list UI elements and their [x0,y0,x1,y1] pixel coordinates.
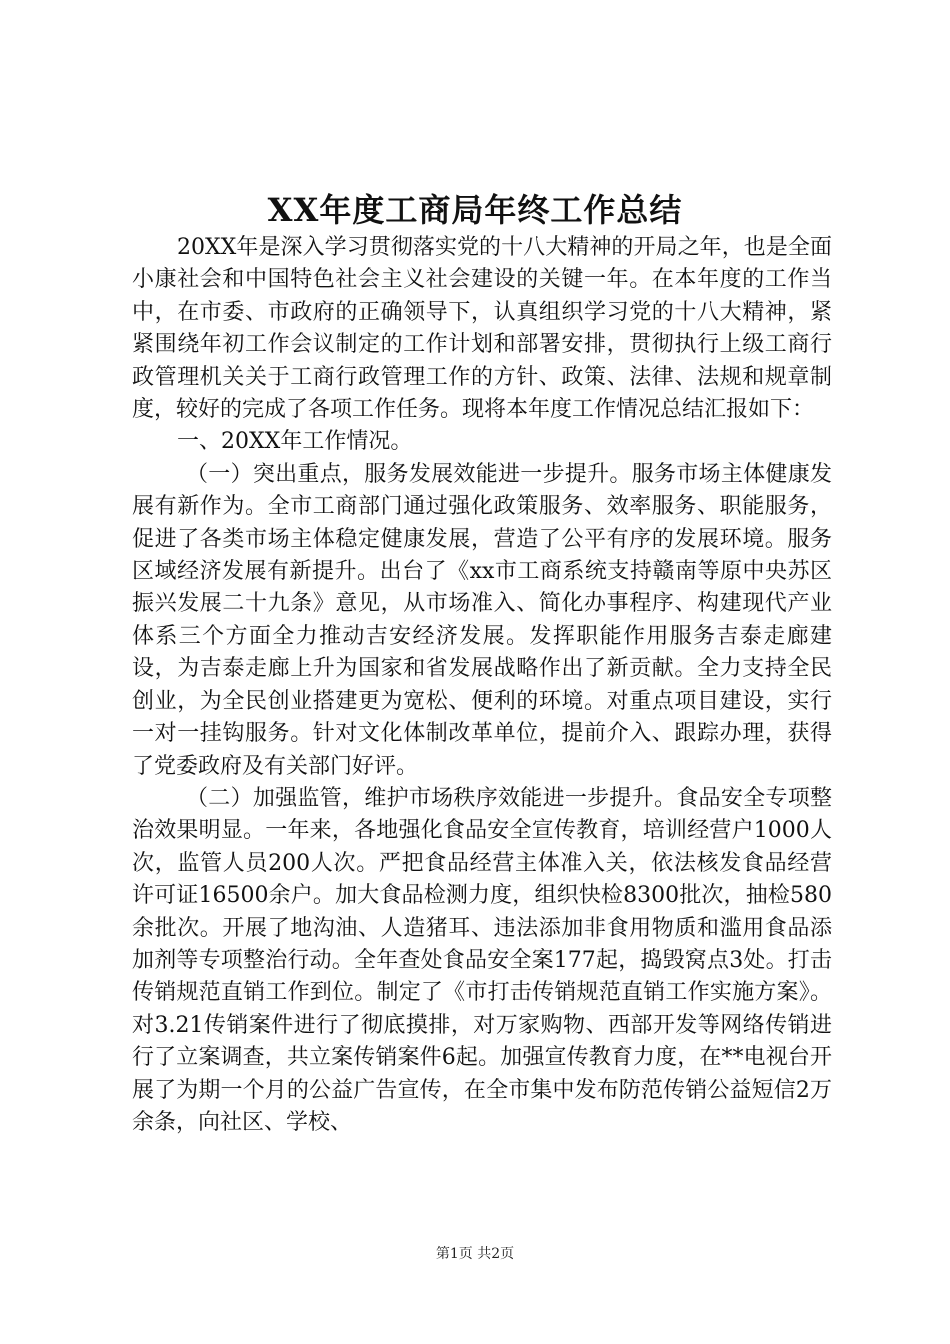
document-title: XX年度工商局年终工作总结 [267,191,683,229]
section-paragraph-1: （一）突出重点，服务发展效能进一步提升。服务市场主体健康发展有新作为。全市工商部门通过强化政策服务、效率服务、职能服务，促进了各类市场主体稳定健康发展，营造了公平有序的发展环境。服务区域经济发展有新提升。出台了《xx市工商系统支持赣南等原中央苏区振兴发展二十九条》意见，从市场准入、简化办事程序、构建现代产业体系三个方面全力推动吉安经济发展。发挥职能作用服务吉泰走廊建设，为吉泰走廊上升为国家和省发展战略作出了新贡献。全力支持全民创业，为全民创业搭建更为宽松、便利的环境。对重点项目建设，实行一对一挂钩服务。针对文化体制改革单位，提前介入、跟踪办理，获得了党委政府及有关部门好评。 [132,461,832,779]
page-footer: 第1页 共2页 [435,1246,515,1262]
section-paragraph-2: （二）加强监管，维护市场秩序效能进一步提升。食品安全专项整治效果明显。一年来，各地强化食品安全宣传教育，培训经营户1000人次，监管人员200人次。严把食品经营主体准入关，依法核发食品经营许可证16500余户。加大食品检测力度，组织快检8300批次，抽检580余批次。开展了地沟油、人造猪耳、违法添加非食用物质和滥用食品添加剂等专项整治行动。全年查处食品安全案177起，捣毁窝点3处。打击传销规范直销工作到位。制定了《市打击传销规范直销工作实施方案》。对3.21传销案件进行了彻底摸排，对万家购物、西部开发等网络传销进行了立案调查，共立案传销案件6起。加强宣传教育力度，在**电视台开展了为期一个月的公益广告宣传，在全市集中发布防范传销公益短信2万余条，向社区、学校、 [132,785,832,1135]
section-heading: 一、20XX年工作情况。 [177,429,413,455]
document-body [132,232,832,1139]
intro-paragraph: 20XX年是深入学习贯彻落实党的十八大精神的开局之年，也是全面小康社会和中国特色社会主义社会建设的关键一年。在本年度的工作当中，在市委、市政府的正确领导下，认真组织学习党的十八大精神，紧紧围绕年初工作会议制定的工作计划和部署安排，贯彻执行上级工商行政管理机关关于工商行政管理工作的方针、政策、法律、法规和规章制度，较好的完成了各项工作任务。现将本年度工作情况总结汇报如下： [132,235,832,423]
